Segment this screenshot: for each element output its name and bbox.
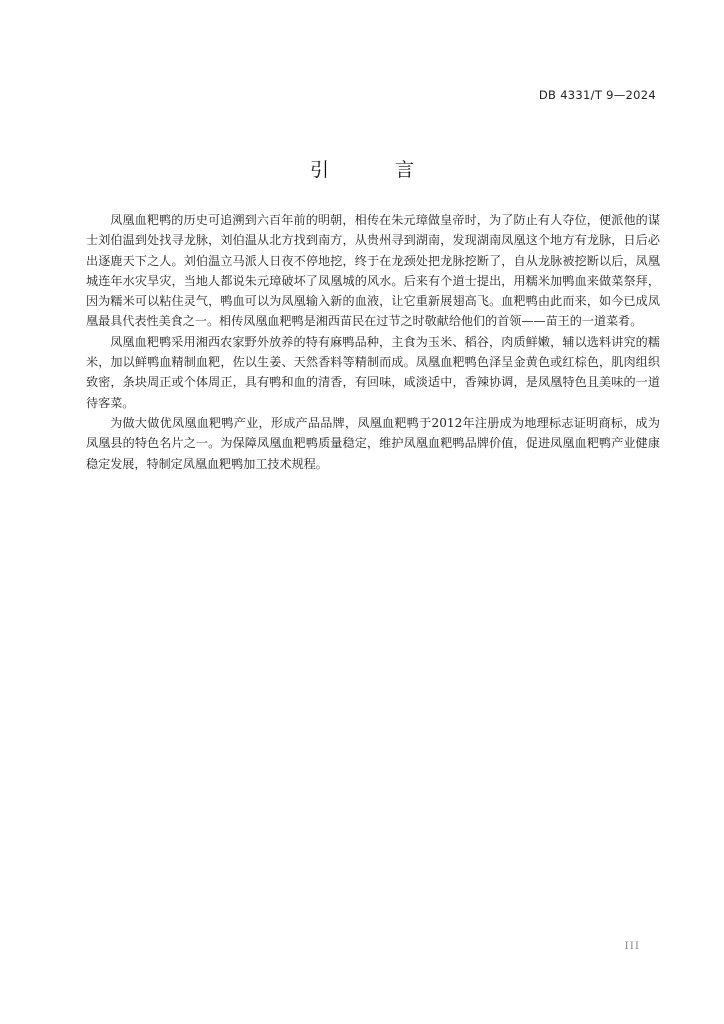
paragraph-purpose: 为做大做优凤凰血粑鸭产业，形成产品品牌，凤凰血粑鸭于2012年注册成为地理标志证明商标，成为凤凰县的特色名片之一。为保障凤凰血粑鸭质量稳定，维护凤凰血粑鸭品牌价值，促进凤凰血粑鸭产业健康稳定发展，特制定凤凰血粑鸭加工技术规程。 bbox=[86, 415, 660, 471]
body-text bbox=[86, 210, 660, 474]
page-number: III bbox=[624, 940, 640, 952]
document-code: DB 4331/T 9—2024 bbox=[538, 88, 656, 102]
paragraph-product-description: 凤凰血粑鸭采用湘西农家野外放养的特有麻鸭品种，主食为玉米、稻谷，肉质鲜嫩，辅以选料讲究的糯米，加以鲜鸭血精制血粑，佐以生姜、天然香料等精制而成。凤凰血粑鸭色泽呈金黄色或红棕色，肌肉组织致密，条块周正或个体周正，具有鸭和血的清香，有回味，咸淡适中，香辣协调，是凤凰特色且美味的一道待客菜。 bbox=[86, 334, 660, 410]
page-title: 引 言 bbox=[309, 159, 445, 181]
paragraph-history: 凤凰血粑鸭的历史可追溯到六百年前的明朝，相传在朱元璋做皇帝时，为了防止有人夺位，便派他的谋士刘伯温到处找寻龙脉，刘伯温从北方找到南方，从贵州寻到湖南，发现湖南凤凰这个地方有龙脉，日后必出逐鹿天下之人。刘伯温立马派人日夜不停地挖，终于在龙颈处把龙脉挖断了，自从龙脉被挖断以后，凤凰城连年水灾旱灾，当地人都说朱元璋破坏了凤凰城的风水。后来有个道士提出，用糯米加鸭血来做菜祭拜，因为糯米可以粘住灵气，鸭血可以为凤凰输入新的血液，让它重新展翅高飞。血粑鸭由此而来，如今已成凤凰最具代表性美食之一。相传凤凰血粑鸭是湘西苗民在过节之时敬献给他们的首领——苗王的一道菜肴。 bbox=[86, 213, 660, 329]
